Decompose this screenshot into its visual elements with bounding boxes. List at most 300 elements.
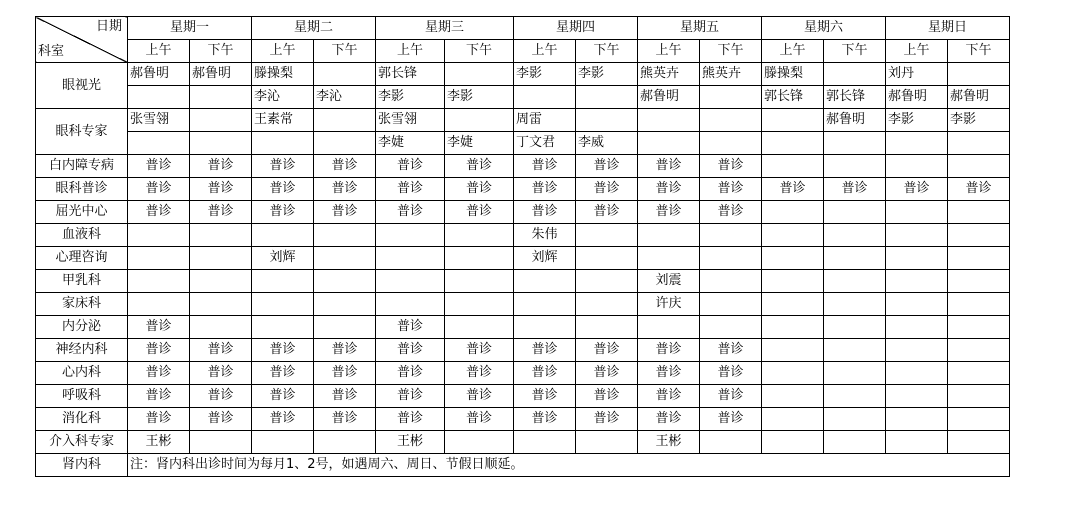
schedule-cell: 普诊 (700, 178, 762, 201)
schedule-cell (824, 155, 886, 178)
schedule-cell: 普诊 (824, 178, 886, 201)
schedule-cell: 普诊 (700, 339, 762, 362)
dept-label: 眼科专家 (36, 109, 128, 155)
schedule-cell (700, 132, 762, 155)
schedule-cell (252, 431, 314, 454)
schedule-cell: 普诊 (445, 201, 514, 224)
schedule-cell: 普诊 (128, 385, 190, 408)
schedule-cell (948, 201, 1010, 224)
am-header: 上午 (886, 40, 948, 63)
schedule-cell (314, 316, 376, 339)
schedule-cell: 普诊 (190, 362, 252, 385)
schedule-cell (948, 224, 1010, 247)
schedule-cell: 普诊 (252, 408, 314, 431)
schedule-cell (948, 155, 1010, 178)
schedule-row (36, 270, 1010, 293)
schedule-cell: 普诊 (376, 385, 445, 408)
schedule-cell (886, 270, 948, 293)
am-header: 上午 (128, 40, 190, 63)
schedule-cell: 郝鲁明 (190, 63, 252, 86)
schedule-cell: 普诊 (514, 408, 576, 431)
schedule-cell: 普诊 (190, 385, 252, 408)
schedule-cell (576, 316, 638, 339)
schedule-cell (948, 408, 1010, 431)
schedule-cell (190, 132, 252, 155)
day-header: 星期一 (128, 17, 252, 40)
schedule-cell: 普诊 (314, 408, 376, 431)
schedule-cell (886, 385, 948, 408)
schedule-cell (514, 293, 576, 316)
schedule-cell (314, 224, 376, 247)
dept-label: 眼科普诊 (36, 178, 128, 201)
schedule-cell: 普诊 (638, 155, 700, 178)
schedule-cell (824, 63, 886, 86)
schedule-cell: 普诊 (514, 155, 576, 178)
schedule-cell: 普诊 (190, 155, 252, 178)
schedule-cell (700, 109, 762, 132)
schedule-cell (576, 109, 638, 132)
schedule-cell (762, 316, 824, 339)
schedule-cell: 普诊 (376, 178, 445, 201)
schedule-cell: 普诊 (514, 339, 576, 362)
pm-header: 下午 (445, 40, 514, 63)
schedule-cell (314, 63, 376, 86)
schedule-cell (886, 247, 948, 270)
schedule-cell (886, 132, 948, 155)
schedule-cell (638, 247, 700, 270)
schedule-cell: 滕操梨 (762, 63, 824, 86)
schedule-cell: 普诊 (638, 385, 700, 408)
schedule-cell (376, 224, 445, 247)
schedule-cell (948, 247, 1010, 270)
schedule-cell: 朱伟 (514, 224, 576, 247)
schedule-cell (190, 431, 252, 454)
schedule-cell: 普诊 (190, 408, 252, 431)
schedule-cell (314, 247, 376, 270)
schedule-row (36, 109, 1010, 132)
am-header: 上午 (376, 40, 445, 63)
schedule-cell: 普诊 (576, 385, 638, 408)
schedule-cell: 普诊 (700, 201, 762, 224)
schedule-cell (886, 408, 948, 431)
schedule-cell: 普诊 (638, 408, 700, 431)
schedule-cell (190, 270, 252, 293)
day-header: 星期三 (376, 17, 514, 40)
schedule-cell: 普诊 (314, 201, 376, 224)
schedule-cell (445, 224, 514, 247)
header-row-days (36, 17, 1010, 40)
day-header: 星期六 (762, 17, 886, 40)
corner-header-cell (36, 17, 128, 63)
schedule-cell: 郭长锋 (824, 86, 886, 109)
schedule-cell: 普诊 (445, 155, 514, 178)
schedule-cell: 普诊 (190, 339, 252, 362)
schedule-cell (824, 339, 886, 362)
schedule-cell: 郝鲁明 (128, 63, 190, 86)
schedule-cell: 普诊 (638, 362, 700, 385)
schedule-cell (824, 431, 886, 454)
schedule-cell (638, 109, 700, 132)
schedule-cell (252, 224, 314, 247)
schedule-cell: 普诊 (128, 362, 190, 385)
schedule-cell: 普诊 (886, 178, 948, 201)
corner-dept-label: 科室 (38, 44, 65, 59)
schedule-cell: 普诊 (252, 339, 314, 362)
clinic-schedule-table (35, 16, 1010, 477)
schedule-cell: 普诊 (514, 201, 576, 224)
schedule-cell (638, 316, 700, 339)
schedule-cell (762, 247, 824, 270)
schedule-cell: 普诊 (252, 385, 314, 408)
schedule-cell: 普诊 (128, 408, 190, 431)
schedule-cell (314, 132, 376, 155)
schedule-cell (886, 431, 948, 454)
schedule-cell (762, 132, 824, 155)
schedule-row (36, 132, 1010, 155)
schedule-cell: 普诊 (514, 178, 576, 201)
schedule-cell: 郭长锋 (376, 63, 445, 86)
schedule-cell: 普诊 (314, 339, 376, 362)
schedule-cell: 普诊 (252, 155, 314, 178)
dept-label: 心理咨询 (36, 247, 128, 270)
schedule-cell: 普诊 (576, 155, 638, 178)
schedule-cell: 普诊 (576, 201, 638, 224)
schedule-cell (190, 109, 252, 132)
schedule-cell: 李影 (514, 63, 576, 86)
footer-note: 注：肾内科出诊时间为每月1、2号，如遇周六、周日、节假日顺延。 (128, 454, 1010, 477)
schedule-cell: 普诊 (376, 408, 445, 431)
schedule-cell: 普诊 (700, 408, 762, 431)
schedule-cell (576, 431, 638, 454)
schedule-cell (700, 270, 762, 293)
schedule-cell: 许庆 (638, 293, 700, 316)
schedule-cell (638, 224, 700, 247)
schedule-cell: 普诊 (190, 178, 252, 201)
schedule-cell: 王彬 (128, 431, 190, 454)
schedule-cell: 周雷 (514, 109, 576, 132)
schedule-cell (824, 385, 886, 408)
dept-label: 神经内科 (36, 339, 128, 362)
schedule-cell (700, 86, 762, 109)
schedule-cell: 普诊 (252, 362, 314, 385)
schedule-row (36, 63, 1010, 86)
schedule-cell (824, 316, 886, 339)
schedule-cell: 熊英卉 (700, 63, 762, 86)
schedule-cell (445, 431, 514, 454)
dept-label: 眼视光 (36, 63, 128, 109)
schedule-cell: 普诊 (376, 155, 445, 178)
schedule-row (36, 385, 1010, 408)
schedule-cell (445, 270, 514, 293)
schedule-cell (824, 362, 886, 385)
schedule-cell (762, 224, 824, 247)
dept-label: 心内科 (36, 362, 128, 385)
schedule-cell: 普诊 (128, 155, 190, 178)
schedule-cell (445, 63, 514, 86)
schedule-cell: 普诊 (700, 362, 762, 385)
schedule-cell (252, 132, 314, 155)
schedule-cell: 张雪翎 (128, 109, 190, 132)
schedule-cell (762, 408, 824, 431)
schedule-cell (576, 247, 638, 270)
schedule-cell: 李沁 (252, 86, 314, 109)
schedule-cell (128, 132, 190, 155)
schedule-cell (128, 270, 190, 293)
schedule-cell: 刘丹 (886, 63, 948, 86)
schedule-cell: 李影 (445, 86, 514, 109)
dept-label: 消化科 (36, 408, 128, 431)
schedule-cell: 郭长锋 (762, 86, 824, 109)
schedule-cell (514, 316, 576, 339)
schedule-cell (314, 109, 376, 132)
schedule-cell: 刘辉 (514, 247, 576, 270)
schedule-cell: 普诊 (445, 362, 514, 385)
schedule-cell (700, 316, 762, 339)
schedule-cell: 普诊 (762, 178, 824, 201)
schedule-row (36, 178, 1010, 201)
schedule-cell (948, 362, 1010, 385)
day-header: 星期二 (252, 17, 376, 40)
schedule-cell (762, 362, 824, 385)
pm-header: 下午 (576, 40, 638, 63)
schedule-cell: 李影 (576, 63, 638, 86)
dept-label: 家床科 (36, 293, 128, 316)
schedule-cell (314, 431, 376, 454)
schedule-cell (762, 109, 824, 132)
schedule-cell: 普诊 (252, 178, 314, 201)
schedule-cell (762, 385, 824, 408)
schedule-cell (514, 431, 576, 454)
schedule-cell: 王彬 (638, 431, 700, 454)
schedule-cell (762, 293, 824, 316)
schedule-row (36, 316, 1010, 339)
schedule-cell: 普诊 (948, 178, 1010, 201)
schedule-cell (700, 247, 762, 270)
schedule-cell (700, 224, 762, 247)
schedule-cell: 李沁 (314, 86, 376, 109)
schedule-cell: 郝鲁明 (948, 86, 1010, 109)
schedule-cell: 普诊 (445, 339, 514, 362)
schedule-cell: 李影 (948, 109, 1010, 132)
schedule-cell (190, 224, 252, 247)
schedule-cell (762, 201, 824, 224)
schedule-cell: 王彬 (376, 431, 445, 454)
pm-header: 下午 (824, 40, 886, 63)
schedule-cell (948, 385, 1010, 408)
day-header: 星期五 (638, 17, 762, 40)
schedule-cell: 李婕 (376, 132, 445, 155)
schedule-cell: 李影 (886, 109, 948, 132)
dept-label: 内分泌 (36, 316, 128, 339)
schedule-body (36, 63, 1010, 454)
schedule-cell: 普诊 (514, 385, 576, 408)
schedule-cell: 普诊 (314, 385, 376, 408)
dept-label: 呼吸科 (36, 385, 128, 408)
schedule-cell (824, 201, 886, 224)
schedule-cell (314, 270, 376, 293)
schedule-cell (190, 316, 252, 339)
schedule-cell (886, 362, 948, 385)
schedule-cell: 普诊 (638, 201, 700, 224)
schedule-cell (886, 339, 948, 362)
schedule-cell (376, 270, 445, 293)
schedule-cell: 熊英卉 (638, 63, 700, 86)
schedule-cell (948, 431, 1010, 454)
schedule-cell: 普诊 (638, 339, 700, 362)
schedule-cell: 刘辉 (252, 247, 314, 270)
schedule-cell: 普诊 (576, 178, 638, 201)
schedule-cell (445, 293, 514, 316)
schedule-cell: 郝鲁明 (638, 86, 700, 109)
schedule-cell: 普诊 (314, 155, 376, 178)
schedule-cell: 滕操梨 (252, 63, 314, 86)
schedule-cell (824, 247, 886, 270)
dept-label: 屈光中心 (36, 201, 128, 224)
schedule-cell: 普诊 (376, 316, 445, 339)
header-row-ampm (36, 40, 1010, 63)
schedule-cell: 普诊 (445, 385, 514, 408)
schedule-cell: 郝鲁明 (886, 86, 948, 109)
schedule-cell (886, 224, 948, 247)
schedule-cell (576, 86, 638, 109)
schedule-cell (886, 201, 948, 224)
schedule-cell (576, 293, 638, 316)
pm-header: 下午 (314, 40, 376, 63)
schedule-cell: 普诊 (638, 178, 700, 201)
schedule-cell (514, 270, 576, 293)
schedule-cell (948, 132, 1010, 155)
day-header: 星期四 (514, 17, 638, 40)
schedule-cell: 普诊 (128, 316, 190, 339)
schedule-cell (376, 247, 445, 270)
schedule-cell (700, 293, 762, 316)
schedule-row (36, 155, 1010, 178)
schedule-row (36, 224, 1010, 247)
schedule-cell (638, 132, 700, 155)
schedule-row (36, 293, 1010, 316)
schedule-cell (514, 86, 576, 109)
schedule-cell (948, 63, 1010, 86)
schedule-cell (886, 293, 948, 316)
schedule-cell (128, 224, 190, 247)
schedule-cell (700, 431, 762, 454)
dept-label: 甲乳科 (36, 270, 128, 293)
schedule-cell: 普诊 (576, 408, 638, 431)
schedule-cell (128, 247, 190, 270)
schedule-row (36, 339, 1010, 362)
schedule-cell: 李婕 (445, 132, 514, 155)
schedule-row (36, 86, 1010, 109)
dept-label: 白内障专病 (36, 155, 128, 178)
schedule-cell: 普诊 (576, 362, 638, 385)
schedule-cell: 普诊 (445, 178, 514, 201)
pm-header: 下午 (700, 40, 762, 63)
schedule-cell (576, 224, 638, 247)
schedule-cell (762, 155, 824, 178)
schedule-cell: 普诊 (445, 408, 514, 431)
pm-header: 下午 (190, 40, 252, 63)
am-header: 上午 (762, 40, 824, 63)
dept-label: 血液科 (36, 224, 128, 247)
schedule-cell (190, 293, 252, 316)
schedule-cell: 李威 (576, 132, 638, 155)
schedule-cell (762, 339, 824, 362)
pm-header: 下午 (948, 40, 1010, 63)
schedule-cell: 普诊 (700, 155, 762, 178)
schedule-cell (190, 247, 252, 270)
schedule-cell: 普诊 (576, 339, 638, 362)
schedule-cell (252, 316, 314, 339)
dept-label: 介入科专家 (36, 431, 128, 454)
schedule-cell (824, 270, 886, 293)
schedule-cell: 丁文君 (514, 132, 576, 155)
schedule-cell (824, 224, 886, 247)
schedule-row (36, 431, 1010, 454)
corner-date-label: 日期 (95, 19, 122, 34)
schedule-cell: 普诊 (376, 362, 445, 385)
schedule-cell: 李影 (376, 86, 445, 109)
schedule-cell (948, 293, 1010, 316)
schedule-wrapper (35, 16, 1010, 477)
schedule-cell (762, 270, 824, 293)
schedule-cell (948, 270, 1010, 293)
day-header: 星期日 (886, 17, 1010, 40)
schedule-cell (128, 293, 190, 316)
schedule-cell (948, 339, 1010, 362)
schedule-cell: 普诊 (376, 201, 445, 224)
schedule-cell: 刘震 (638, 270, 700, 293)
am-header: 上午 (638, 40, 700, 63)
schedule-cell (128, 86, 190, 109)
schedule-cell: 张雪翎 (376, 109, 445, 132)
schedule-cell: 普诊 (376, 339, 445, 362)
schedule-cell (445, 316, 514, 339)
schedule-cell: 普诊 (314, 362, 376, 385)
schedule-cell (445, 247, 514, 270)
schedule-cell: 普诊 (128, 178, 190, 201)
schedule-cell (252, 270, 314, 293)
schedule-cell (190, 86, 252, 109)
am-header: 上午 (514, 40, 576, 63)
am-header: 上午 (252, 40, 314, 63)
dept-label: 肾内科 (36, 454, 128, 477)
schedule-cell: 普诊 (128, 201, 190, 224)
schedule-row (36, 201, 1010, 224)
schedule-row (36, 362, 1010, 385)
schedule-cell: 普诊 (190, 201, 252, 224)
schedule-row (36, 247, 1010, 270)
schedule-cell (762, 431, 824, 454)
schedule-cell: 普诊 (128, 339, 190, 362)
schedule-cell (948, 316, 1010, 339)
schedule-cell: 郝鲁明 (824, 109, 886, 132)
schedule-cell (252, 293, 314, 316)
schedule-cell (886, 155, 948, 178)
schedule-cell (824, 132, 886, 155)
schedule-cell: 王素常 (252, 109, 314, 132)
schedule-cell (376, 293, 445, 316)
schedule-cell (824, 408, 886, 431)
schedule-cell (576, 270, 638, 293)
schedule-cell: 普诊 (252, 201, 314, 224)
schedule-cell (824, 293, 886, 316)
footer-row (36, 454, 1010, 477)
schedule-cell (445, 109, 514, 132)
schedule-cell: 普诊 (700, 385, 762, 408)
schedule-cell: 普诊 (314, 178, 376, 201)
schedule-cell (886, 316, 948, 339)
schedule-cell (314, 293, 376, 316)
